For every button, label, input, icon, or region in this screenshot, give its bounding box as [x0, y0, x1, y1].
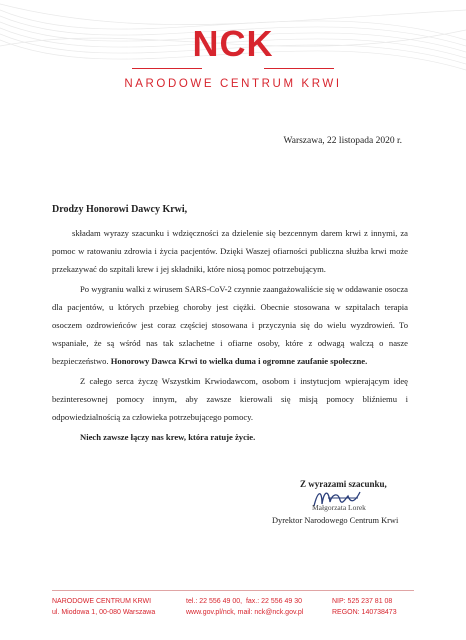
- footer-contact-block: [186, 596, 303, 618]
- nck-logo: [0, 24, 466, 64]
- paragraph-plasma-text: Po wygraniu walki z wirusem SARS-CoV-2 czynnie zaangażowaliście się w oddawanie osocza dla pacjentów, u których przebieg choroby jest ciężki. Obecnie stosowana w szpitalach terapia osoczem ozdrowieńców jest coraz częściej stosowana i przyczynia się do wielu wyzdrowień. To wspaniałe, że są wśród nas tak szlachetne i ofiarne osoby, które z odwagą walczą o nasze bezpieczeństwo.: [52, 284, 408, 366]
- signer-position: Dyrektor Narodowego Centrum Krwi: [272, 516, 399, 525]
- paragraph-motto: [52, 428, 408, 446]
- footer-address-block: [52, 596, 155, 618]
- paragraph-plasma-bold: Honorowy Dawca Krwi to wielka duma i ogromne zaufanie społeczne.: [110, 356, 368, 366]
- signer-name: Małgorzata Lorek: [312, 503, 366, 512]
- footer-org: NARODOWE CENTRUM KRWI: [52, 598, 152, 605]
- footer-phone: tel.: 22 556 49 00,: [186, 598, 243, 605]
- footer-phones: [186, 596, 303, 607]
- footer-nip: NIP: 525 237 81 08: [332, 598, 393, 605]
- footer-ids-block: [332, 596, 397, 618]
- footer-address: ul. Miodowa 1, 00-080 Warszawa: [52, 609, 156, 616]
- footer-fax: fax.: 22 556 49 30: [245, 598, 302, 605]
- letter-date: Warszawa, 22 listopada 2020 r.: [283, 136, 402, 146]
- organization-name: NARODOWE CENTRUM KRWI: [124, 78, 342, 90]
- logo-divider-right: [264, 68, 334, 69]
- footer-web[interactable]: www.gov.pl/nck, mail: nck@nck.gov.pl: [186, 609, 304, 616]
- paragraph-gratitude: składam wyrazy szacunku i wdzięczności za dzielenie się bezcennym darem krwi z innymi, za pomoc w ratowaniu zdrowia i życia pacjentów. Dzięki Waszej ofiarności publiczna służba krwi może przekazywać do szpitali krew i jej składniki, które niosą pomoc potrzebującym.: [52, 228, 408, 274]
- logo-text: NCK: [192, 23, 274, 64]
- footer-divider: [52, 590, 414, 591]
- logo-divider-left: [132, 68, 202, 69]
- motto-text: Niech zawsze łączy nas krew, która ratuje życie.: [80, 432, 256, 442]
- footer-regon: REGON: 140738473: [332, 609, 397, 616]
- letter-body: [52, 224, 408, 448]
- letter-closing: Z wyrazami szacunku,: [300, 479, 387, 489]
- letter-greeting: Drodzy Honorowi Dawcy Krwi,: [52, 204, 188, 215]
- paragraph-wishes: Z całego serca życzę Wszystkim Krwiodawcom, osobom i instytucjom wpierającym ideę bezinteresownej pomocy innym, aby zawsze kierowali się misją pomocy bliźniemu i odpowiedzialnością za człowieka potrzebującego pomocy.: [52, 376, 408, 422]
- paragraph-plasma: [52, 280, 408, 370]
